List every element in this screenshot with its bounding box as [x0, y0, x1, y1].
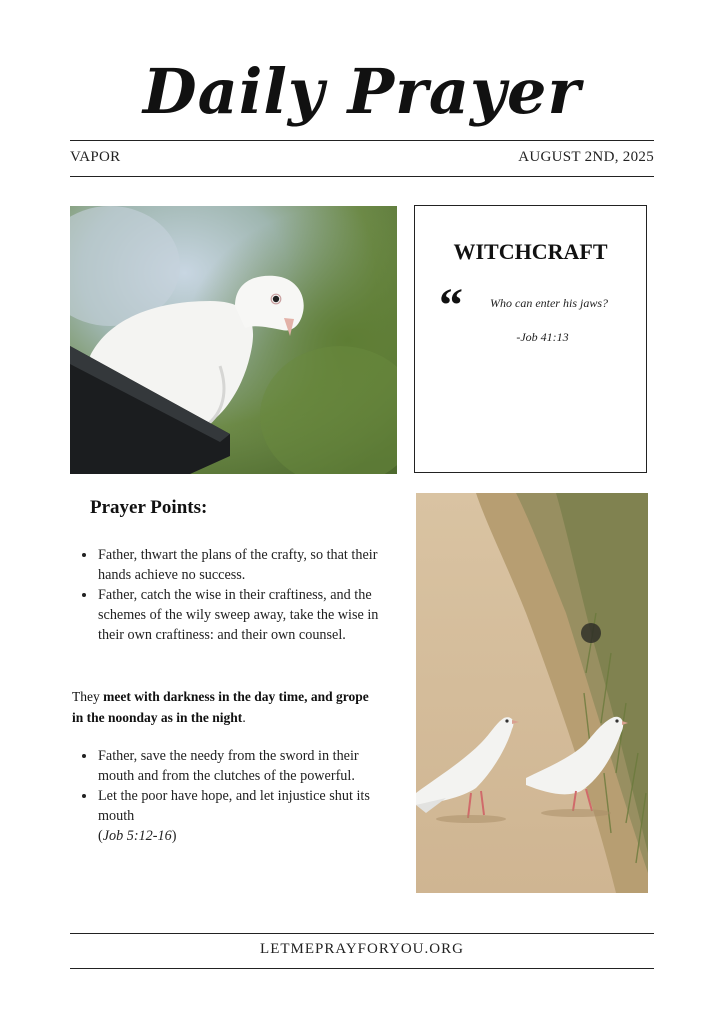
- header-bottom-rule: [70, 176, 654, 177]
- doves-path-image: [416, 493, 648, 893]
- paragraph-bold: meet with darkness in the day time, and grope in the noonday as in the night: [72, 689, 369, 725]
- dove-photo-image: [70, 206, 397, 474]
- meta-author: VAPOR: [70, 149, 121, 165]
- quote-box: [414, 205, 647, 473]
- footer-bottom-rule: [70, 968, 654, 969]
- citation-open: (: [98, 828, 103, 844]
- citation-close: ): [171, 828, 177, 844]
- quote-title: WITCHCRAFT: [453, 239, 608, 264]
- masthead-title: Daily Prayer: [142, 55, 582, 128]
- paragraph-end: .: [242, 710, 246, 725]
- list-item: • Father, thwart the plans of the crafty, so that their hands achieve no success.: [97, 545, 397, 585]
- quote-mark-icon: “: [439, 279, 463, 332]
- footer-url[interactable]: LETMEPRAYFORYOU.ORG: [260, 941, 464, 957]
- paragraph-intro: They: [72, 689, 104, 704]
- doves-path-photo: [416, 493, 648, 893]
- list-item: • Father, catch the wise in their craftiness, and the schemes of the wily sweep away, take the wise in their own craftiness: and their own counsel.: [97, 585, 397, 645]
- quote-reference: -Job 41:13: [516, 330, 569, 344]
- prayer-points-heading: Prayer Points:: [90, 497, 208, 518]
- meta-date: AUGUST 2ND, 2025: [518, 149, 654, 165]
- dove-photo: [70, 206, 397, 474]
- citation: [98, 826, 387, 846]
- prayer-points-list-2: [80, 746, 387, 846]
- scripture-paragraph: [72, 686, 372, 728]
- list-item: [97, 786, 387, 846]
- citation-ref: Job 5:12-16: [102, 828, 172, 844]
- quote-text: Who can enter his jaws?: [490, 296, 608, 310]
- list-item: • Father, save the needy from the sword in their mouth and from the clutches of the powerful.: [97, 746, 387, 786]
- list-item-text: Let the poor have hope, and let injustice shut its mouth: [98, 788, 370, 824]
- prayer-points-list-1: [80, 545, 397, 645]
- header-top-rule: [70, 140, 654, 141]
- footer-top-rule: [70, 933, 654, 934]
